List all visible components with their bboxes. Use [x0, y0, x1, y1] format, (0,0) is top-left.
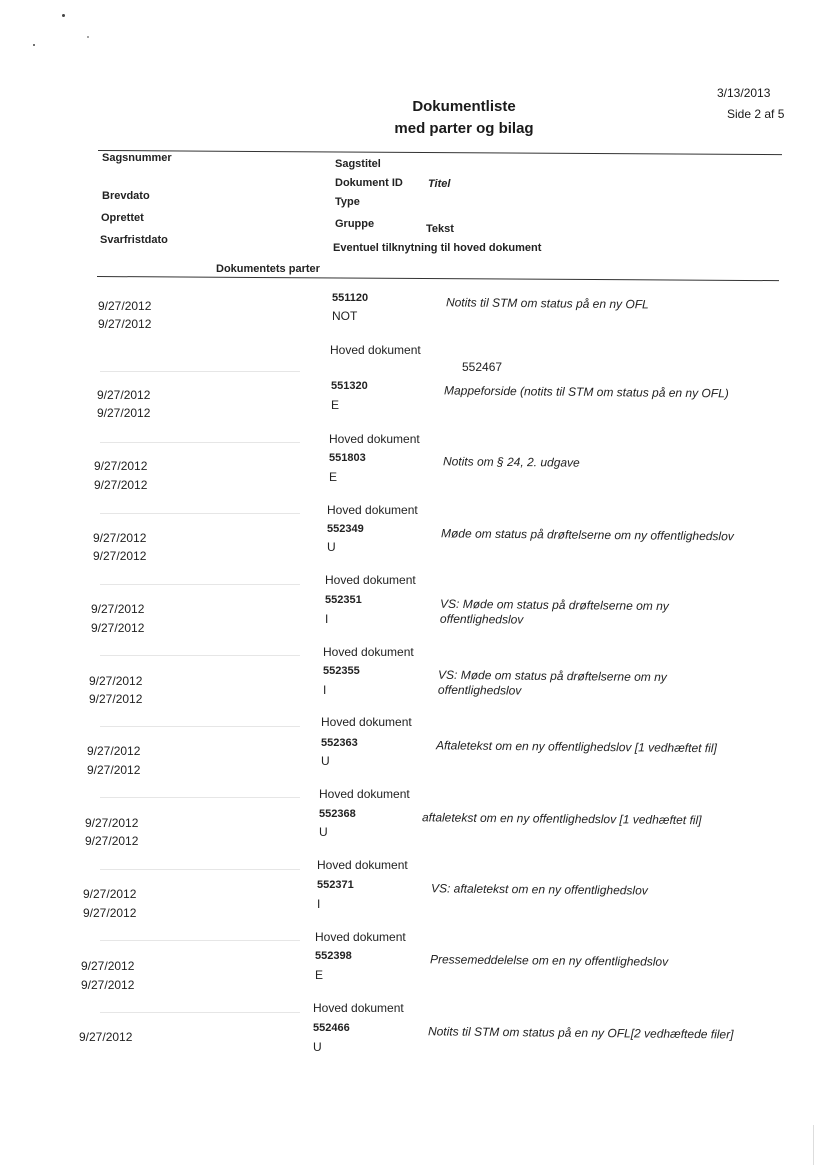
brevdato-value: 9/27/2012: [83, 887, 137, 901]
row-divider: [100, 1012, 300, 1013]
brevdato-value: 9/27/2012: [81, 959, 135, 973]
document-id: 552363: [321, 737, 358, 749]
hoved-dokument-label: Hoved dokument: [327, 503, 418, 517]
brevdato-value: 9/27/2012: [93, 531, 147, 545]
row-divider: [100, 655, 300, 656]
document-title: Notits til STM om status på en ny OFL: [445, 295, 649, 312]
scan-speck: [33, 44, 35, 46]
report-title: Dokumentliste: [412, 98, 516, 115]
row-divider: [100, 869, 300, 870]
document-title: Notits om § 24, 2. udgave: [442, 454, 580, 470]
document-title: VS: Møde om status på drøftelserne om ny offentlighedslov: [439, 596, 669, 627]
brevdato-value: 9/27/2012: [98, 299, 152, 313]
brevdato-value: 9/27/2012: [79, 1030, 133, 1044]
hoved-dokument-label: Hoved dokument: [315, 930, 406, 944]
header-bottom-rule: [97, 276, 779, 281]
hoved-dokument-label: Hoved dokument: [323, 645, 414, 659]
document-type: U: [313, 1040, 322, 1054]
row-divider: [100, 584, 300, 585]
page-number: Side 2 af 5: [727, 107, 785, 121]
hoved-dokument-label: Hoved dokument: [329, 432, 420, 446]
scan-edge: [813, 1125, 814, 1165]
document-type: U: [327, 540, 336, 554]
hoved-dokument-label: Hoved dokument: [313, 1001, 404, 1015]
oprettet-value: 9/27/2012: [93, 549, 147, 563]
label-svarfristdato: Svarfristdato: [100, 234, 168, 246]
document-title: Møde om status på drøftelserne om ny offentlighedslov: [440, 526, 734, 544]
document-type: E: [315, 968, 324, 982]
document-type: E: [329, 470, 338, 484]
brevdato-value: 9/27/2012: [89, 674, 143, 688]
document-title: Mappeforside (notits til STM om status på en ny OFL): [443, 383, 729, 401]
hoved-dokument-ref: 552467: [462, 360, 503, 374]
oprettet-value: 9/27/2012: [91, 621, 145, 635]
document-id: 551320: [331, 380, 368, 392]
row-divider: [100, 513, 300, 514]
document-row: [0, 806, 828, 878]
document-id: 552466: [313, 1022, 350, 1034]
document-title: Pressemeddelelse om en ny offentlighedslov: [429, 952, 669, 969]
document-title: Aftaletekst om en ny offentlighedslov [1 vedhæftet fil]: [435, 738, 717, 756]
document-id: 551803: [329, 452, 366, 464]
document-type: I: [325, 612, 329, 626]
oprettet-value: 9/27/2012: [85, 834, 139, 848]
document-type: U: [321, 754, 330, 768]
hoved-dokument-label: Hoved dokument: [330, 343, 421, 357]
document-row: [0, 949, 828, 1021]
document-id: 552355: [323, 665, 360, 677]
label-sagstitel: Sagstitel: [335, 158, 381, 170]
document-title: Notits til STM om status på en ny OFL[2 vedhæftede filer]: [427, 1024, 734, 1042]
label-dokumentets-parter: Dokumentets parter: [216, 263, 320, 275]
brevdato-value: 9/27/2012: [85, 816, 139, 830]
document-type: I: [323, 683, 327, 697]
oprettet-value: 9/27/2012: [81, 978, 135, 992]
document-type: NOT: [332, 309, 358, 323]
header-top-rule: [98, 150, 782, 155]
label-tekst: Tekst: [426, 223, 454, 235]
brevdato-value: 9/27/2012: [94, 459, 148, 473]
document-id: 552398: [315, 950, 352, 962]
brevdato-value: 9/27/2012: [97, 388, 151, 402]
oprettet-value: 9/27/2012: [98, 317, 152, 331]
document-title: VS: aftaletekst om en ny offentlighedslov: [430, 881, 648, 898]
label-gruppe: Gruppe: [335, 218, 375, 230]
brevdato-value: 9/27/2012: [91, 602, 145, 616]
oprettet-value: 9/27/2012: [89, 692, 143, 706]
document-type: I: [317, 897, 321, 911]
row-divider: [100, 940, 300, 941]
document-title: VS: Møde om status på drøftelserne om ny offentlighedslov: [437, 667, 667, 698]
hoved-dokument-label: Hoved dokument: [321, 715, 412, 729]
hoved-dokument-label: Hoved dokument: [317, 858, 408, 872]
oprettet-value: 9/27/2012: [97, 406, 151, 420]
label-oprettet: Oprettet: [101, 212, 144, 224]
document-id: 551120: [332, 292, 369, 304]
oprettet-value: 9/27/2012: [83, 906, 137, 920]
scan-speck: [62, 14, 65, 17]
oprettet-value: 9/27/2012: [94, 478, 148, 492]
document-type: E: [331, 398, 340, 412]
label-eventuel-tilknytning: Eventuel tilknytning til hoved dokument: [333, 242, 542, 254]
oprettet-value: 9/27/2012: [87, 763, 141, 777]
label-titel: Titel: [428, 178, 451, 190]
row-divider: [100, 442, 300, 443]
scan-speck: [87, 36, 89, 38]
row-divider: [100, 797, 300, 798]
row-divider: [100, 726, 300, 727]
document-id: 552368: [319, 808, 356, 820]
brevdato-value: 9/27/2012: [87, 744, 141, 758]
label-sagsnummer: Sagsnummer: [102, 152, 172, 164]
hoved-dokument-label: Hoved dokument: [319, 787, 410, 801]
report-subtitle: med parter og bilag: [394, 120, 534, 137]
document-id: 552371: [317, 879, 354, 891]
label-dokument-id: Dokument ID: [335, 177, 403, 189]
document-row: [0, 379, 828, 451]
document-row: [0, 1021, 828, 1093]
document-id: 552349: [327, 523, 364, 535]
document-id: 552351: [325, 594, 362, 606]
document-row: [0, 291, 828, 374]
hoved-dokument-label: Hoved dokument: [325, 573, 416, 587]
document-type: U: [319, 825, 328, 839]
document-title: aftaletekst om en ny offentlighedslov [1 vedhæftet fil]: [421, 810, 702, 828]
row-divider: [100, 371, 300, 372]
print-date: 3/13/2013: [717, 86, 771, 100]
label-brevdato: Brevdato: [102, 190, 150, 202]
label-type: Type: [335, 196, 360, 208]
